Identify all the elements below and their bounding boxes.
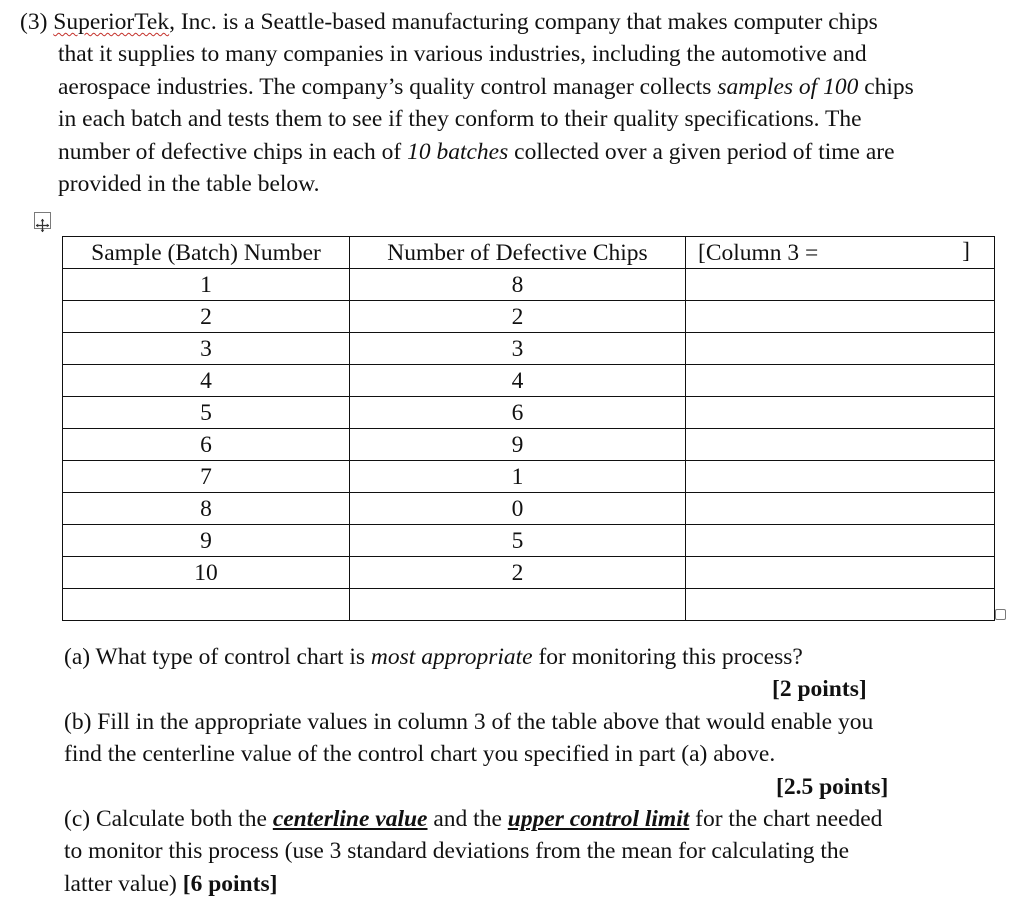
column-3-cell[interactable] xyxy=(686,461,995,493)
points-label: [2 points] xyxy=(772,676,867,703)
company-name[interactable]: SuperiorTek xyxy=(53,9,170,35)
problem-statement xyxy=(20,6,1000,200)
question-b-points-line xyxy=(64,771,994,803)
points-label: [2.5 points] xyxy=(776,773,889,800)
defective-count-cell[interactable]: 0 xyxy=(350,493,686,525)
problem-number: (3) xyxy=(20,9,54,35)
table-row xyxy=(63,429,995,461)
batch-number-cell[interactable]: 5 xyxy=(63,397,350,429)
batch-number-cell[interactable]: 3 xyxy=(63,333,350,365)
column-3-cell[interactable] xyxy=(686,589,995,621)
problem-text: collected over a given period of time are xyxy=(508,138,895,165)
question-text: for monitoring this process? xyxy=(532,644,803,670)
batch-number-cell[interactable] xyxy=(63,589,350,621)
table-row xyxy=(63,397,995,429)
question-a-points-line xyxy=(64,673,994,705)
batch-number-cell[interactable]: 7 xyxy=(63,461,350,493)
table-row xyxy=(63,589,995,621)
problem-text: aerospace industries. The company’s quality control manager collects xyxy=(58,73,718,100)
column-3-cell[interactable] xyxy=(686,301,995,333)
column-3-label: [Column 3 = xyxy=(698,239,819,266)
problem-line-6: provided in the table below. xyxy=(58,171,320,198)
defective-count-cell[interactable]: 4 xyxy=(350,365,686,397)
question-b: (b) Fill in the appropriate values in column 3 of the table above that would enable you xyxy=(64,708,874,735)
question-text: (a) What type of control chart is xyxy=(64,644,371,670)
table-row xyxy=(63,333,995,365)
table-row xyxy=(63,365,995,397)
defective-count-cell[interactable]: 9 xyxy=(350,429,686,461)
batch-number-cell[interactable]: 4 xyxy=(63,365,350,397)
problem-line-4: in each batch and tests them to see if they conform to their quality specifications. The xyxy=(58,106,862,133)
points-label: [6 points] xyxy=(182,870,278,897)
question-c-continued xyxy=(64,868,994,900)
defective-count-cell[interactable]: 3 xyxy=(350,333,686,365)
column-3-cell[interactable] xyxy=(686,269,995,301)
problem-text: number of defective chips in each of xyxy=(58,138,408,165)
problem-text: chips xyxy=(858,73,914,100)
batch-number-cell[interactable]: 9 xyxy=(63,525,350,557)
defective-count-cell[interactable]: 2 xyxy=(350,557,686,589)
table-row xyxy=(63,301,995,333)
header-column-3[interactable] xyxy=(686,237,995,269)
column-3-bracket: ] xyxy=(962,238,970,264)
problem-line-3 xyxy=(20,71,1000,103)
defective-count-cell[interactable]: 1 xyxy=(350,461,686,493)
column-3-cell[interactable] xyxy=(686,493,995,525)
question-text: and the xyxy=(427,806,508,832)
defective-chips-table xyxy=(62,236,995,621)
column-3-cell[interactable] xyxy=(686,429,995,461)
problem-line-5 xyxy=(20,136,1000,168)
column-3-cell[interactable] xyxy=(686,557,995,589)
problem-text: , Inc. is a Seattle-based manufacturing company that makes computer chips xyxy=(169,9,878,35)
problem-line-2: that it supplies to many companies in various industries, including the automotive and xyxy=(58,41,867,68)
question-c xyxy=(64,803,994,835)
batch-number-cell[interactable]: 1 xyxy=(63,269,350,301)
move-cross-icon[interactable] xyxy=(34,212,51,229)
resize-handle-icon[interactable] xyxy=(995,609,1006,620)
batch-number-cell[interactable]: 6 xyxy=(63,429,350,461)
samples-phrase: samples of 100 xyxy=(717,73,859,100)
question-a xyxy=(64,641,994,673)
table-row xyxy=(63,557,995,589)
defective-count-cell[interactable] xyxy=(350,589,686,621)
table-row xyxy=(63,525,995,557)
header-sample-number[interactable]: Sample (Batch) Number xyxy=(63,237,350,269)
question-c-continued: to monitor this process (use 3 standard deviations from the mean for calculating the xyxy=(64,838,850,865)
table-row xyxy=(63,269,995,301)
question-text: (c) Calculate both the xyxy=(64,806,273,832)
batch-number-cell[interactable]: 8 xyxy=(63,493,350,525)
question-b-continued: find the centerline value of the control chart you specified in part (a) above. xyxy=(64,741,776,768)
header-defective-chips[interactable]: Number of Defective Chips xyxy=(350,237,686,269)
defective-count-cell[interactable]: 5 xyxy=(350,525,686,557)
table-header-row xyxy=(63,237,995,269)
column-3-cell[interactable] xyxy=(686,333,995,365)
batch-number-cell[interactable]: 10 xyxy=(63,557,350,589)
centerline-term: centerline value xyxy=(272,806,428,832)
column-3-cell[interactable] xyxy=(686,397,995,429)
batches-phrase: 10 batches xyxy=(407,138,509,165)
column-3-cell[interactable] xyxy=(686,365,995,397)
question-text: latter value) xyxy=(64,870,183,897)
emphasis-text: most appropriate xyxy=(370,644,533,670)
column-3-cell[interactable] xyxy=(686,525,995,557)
questions-section xyxy=(64,641,994,900)
question-text: for the chart needed xyxy=(689,806,883,832)
defective-count-cell[interactable]: 8 xyxy=(350,269,686,301)
batch-number-cell[interactable]: 2 xyxy=(63,301,350,333)
table-row xyxy=(63,461,995,493)
upper-control-limit-term: upper control limit xyxy=(507,806,690,832)
defective-count-cell[interactable]: 2 xyxy=(350,301,686,333)
problem-line-1 xyxy=(20,6,1000,38)
defective-count-cell[interactable]: 6 xyxy=(350,397,686,429)
table-row xyxy=(63,493,995,525)
